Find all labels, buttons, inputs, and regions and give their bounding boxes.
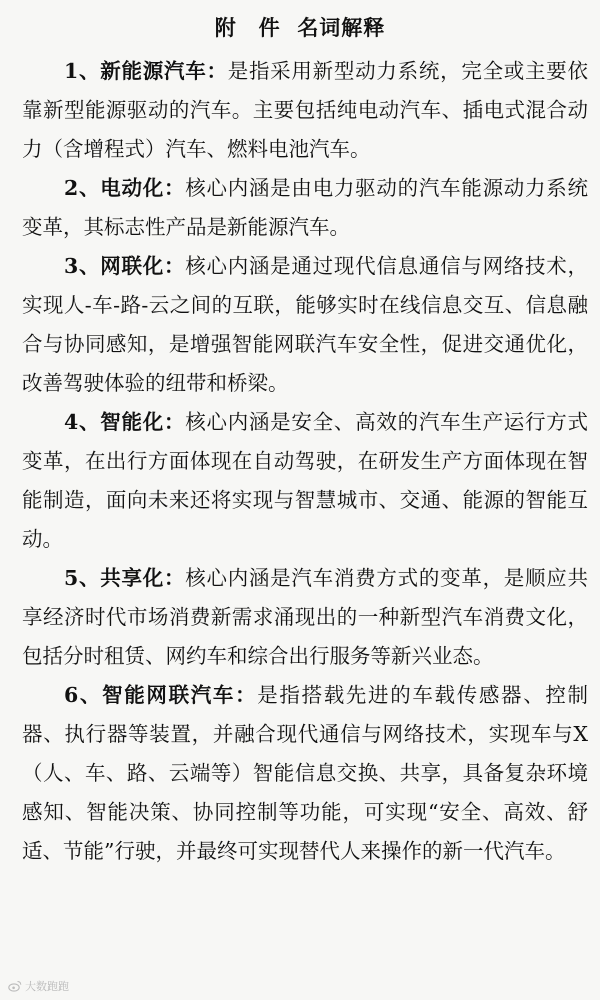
term-colon: ： <box>163 410 186 434</box>
term-number: 4、 <box>64 410 101 434</box>
term-paragraph <box>22 403 588 559</box>
term-number: 5、 <box>64 566 101 590</box>
term-colon: ： <box>206 59 228 83</box>
term-item <box>22 52 588 169</box>
term-list <box>22 52 588 871</box>
term-definition: 是指搭载先进的车载传感器、控制器、执行器等装置，并融合现代通信与网络技术，实现车与X（人、车、路、云端等）智能信息交换、共享，具备复杂环境感知、智能决策、协同控制等功能，可实现“安全、高效、舒适、节能”行驶，并最终可实现替代人来操作的新一代汽车。 <box>22 683 589 863</box>
term-definition: 核心内涵是汽车消费方式的变革，是顺应共享经济时代市场消费新需求涌现出的一种新型汽车消费文化，包括分时租赁、网约车和综合出行服务等新兴业态。 <box>22 566 589 668</box>
term-name: 共享化 <box>100 566 164 590</box>
term-number: 2、 <box>64 176 101 200</box>
term-item <box>22 403 588 559</box>
term-paragraph <box>22 169 588 247</box>
term-definition: 是指采用新型动力系统，完全或主要依靠新型能源驱动的汽车。主要包括纯电动汽车、插电式混合动力（含增程式）汽车、燃料电池汽车。 <box>22 59 589 161</box>
term-definition: 核心内涵是安全、高效的汽车生产运行方式变革，在出行方面体现在自动驾驶，在研发生产方面体现在智能制造，面向未来还将实现与智慧城市、交通、能源的智能互动。 <box>22 410 589 551</box>
term-name: 智能网联汽车 <box>102 683 236 707</box>
title-prefix: 附 件 <box>214 15 281 40</box>
term-item <box>22 169 588 247</box>
term-definition: 核心内涵是由电力驱动的汽车能源动力系统变革，其标志性产品是新能源汽车。 <box>22 176 589 239</box>
term-paragraph <box>22 559 588 676</box>
term-colon: ： <box>163 176 186 200</box>
term-item <box>22 676 588 871</box>
term-item <box>22 247 588 403</box>
term-colon: ： <box>163 566 186 590</box>
term-number: 1、 <box>64 59 101 83</box>
term-name: 网联化 <box>100 254 164 278</box>
title-main: 名词解释 <box>297 15 386 40</box>
term-number: 3、 <box>64 254 101 278</box>
term-name: 新能源汽车 <box>100 59 207 83</box>
term-definition: 核心内涵是通过现代信息通信与网络技术，实现人-车-路-云之间的互联，能够实时在线信息交互、信息融合与协同感知，是增强智能网联汽车安全性，促进交通优化，改善驾驶体验的纽带和桥梁。 <box>22 254 589 395</box>
term-number: 6、 <box>64 683 103 707</box>
watermark <box>8 978 69 994</box>
term-paragraph <box>22 247 588 403</box>
term-name: 电动化 <box>100 176 164 200</box>
term-name: 智能化 <box>100 410 164 434</box>
term-item <box>22 559 588 676</box>
term-colon: ： <box>235 683 258 707</box>
watermark-text: 大数跑跑 <box>25 980 69 993</box>
term-paragraph <box>22 676 588 871</box>
term-paragraph <box>22 52 588 169</box>
weibo-logo-icon <box>8 980 22 992</box>
page-title <box>0 12 600 42</box>
term-colon: ： <box>163 254 186 278</box>
